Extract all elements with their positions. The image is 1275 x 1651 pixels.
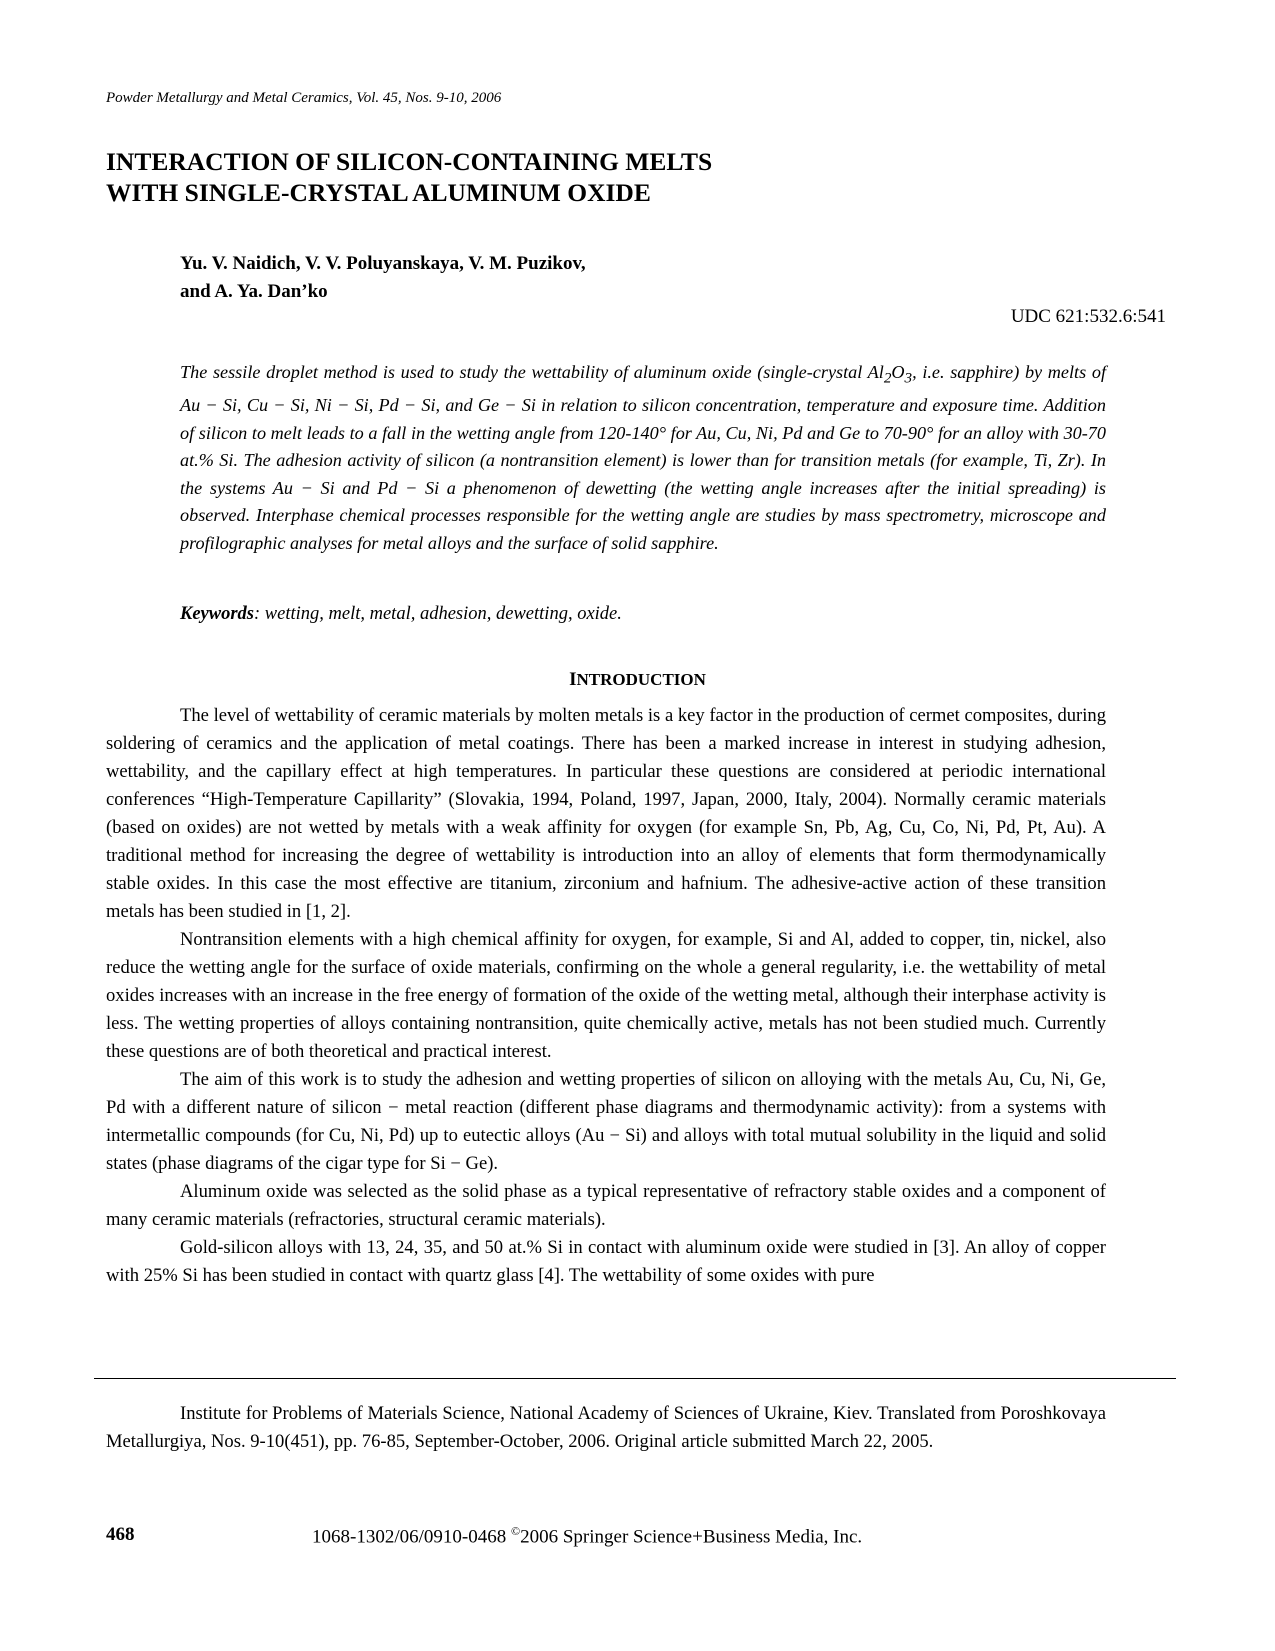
title-line-1: INTERACTION OF SILICON-CONTAINING MELTS (106, 147, 713, 176)
authors-line-2: and A. Ya. Dan’ko (180, 281, 328, 302)
author-list (180, 250, 880, 306)
issn-code: 1068-1302/06/0910-0468 (312, 1526, 511, 1548)
section-heading-introduction (0, 669, 1275, 691)
abstract-part-3: , i.e. sapphire) by melts of Au − Si, Cu − Si, Ni − Si, Pd − Si, and Ge − Si in relation to silicon concentration, temperature and exposure time. Addition of silicon to melt leads to a fall in the wetting angle from 120-140° for Au, Cu, Ni, Pd and Ge to 70-90° for an alloy with 30-70 at.% Si. The adhesion activity of silicon (a nontransition element) is lower than for transition metals (for example, Ti, Zr). In the systems Au − Si and Pd − Si a phenomenon of dewetting (the wetting angle increases after the initial spreading) is observed. Interphase chemical processes responsible for the wetting angle are studies by mass spectrometry, microscope and profilographic analyses for metal alloys and the surface of solid sapphire. (180, 362, 1106, 553)
abstract-part-2: O (891, 362, 905, 382)
section-heading-rest: NTRODUCTION (576, 670, 706, 689)
authors-line-1: Yu. V. Naidich, V. V. Poluyanskaya, V. M. Puzikov, (180, 253, 586, 274)
paragraph: The level of wettability of ceramic materials by molten metals is a key factor in the production of cermet composites, during soldering of ceramics and the application of metal coatings. There has been a marked increase in interest in studying adhesion, wettability, and the capillary effect at high temperatures. In particular these questions are considered at periodic international conferences “High-Temperature Capillarity” (Slovakia, 1994, Poland, 1997, Japan, 2000, Italy, 2004). Normally ceramic materials (based on oxides) are not wetted by metals with a weak affinity for oxygen (for example Sn, Pb, Ag, Cu, Co, Ni, Pd, Pt, Au). A traditional method for increasing the degree of wettability is introduction into an alloy of elements that form thermodynamically stable oxides. In this case the most effective are titanium, zirconium and hafnium. The adhesive-active action of these transition metals has been studied in [1, 2]. (106, 705, 1106, 922)
footnote-divider (94, 1378, 1176, 1379)
keywords (180, 604, 1106, 625)
keywords-label: Keywords (180, 604, 254, 624)
section-heading-initial: I (569, 669, 577, 690)
paragraph: Nontransition elements with a high chemical affinity for oxygen, for example, Si and Al, added to copper, tin, nickel, also reduce the wetting angle for the surface of oxide materials, confirming on the whole a general regularity, i.e. the wettability of metal oxides increases with an increase in the free energy of formation of the oxide of the wetting metal, although their interphase activity is less. The wetting properties of alloys containing nontransition, quite chemically active, metals has not been studied much. Currently these questions are of both theoretical and practical interest. (106, 929, 1106, 1062)
page-number: 468 (106, 1524, 135, 1545)
affiliation-footnote: Institute for Problems of Materials Science, National Academy of Sciences of Ukraine, Kiev. Translated from Poroshkovaya Metallurgiya, Nos. 9-10(451), pp. 76-85, September-October, 2006. Original article submitted March 22, 2005. (106, 1403, 1106, 1452)
paragraph: Gold-silicon alloys with 13, 24, 35, and 50 at.% Si in contact with aluminum oxide were studied in [3]. An alloy of copper with 25% Si has been studied in contact with quartz glass [4]. The wettability of some oxides with pure (106, 1237, 1106, 1286)
paragraph: Aluminum oxide was selected as the solid phase as a typical representative of refractory stable oxides and a component of many ceramic materials (refractories, structural ceramic materials). (106, 1181, 1106, 1230)
paragraph: The aim of this work is to study the adhesion and wetting properties of silicon on alloying with the metals Au, Cu, Ni, Ge, Pd with a different nature of silicon − metal reaction (different phase diagrams and thermodynamic activity): from a systems with intermetallic compounds (for Cu, Ni, Pd) up to eutectic alloys (Au − Si) and alloys with total mutual solubility in the liquid and solid states (phase diagrams of the cigar type for Si − Ge). (106, 1069, 1106, 1174)
abstract-part-1: The sessile droplet method is used to study the wettability of aluminum oxide (single-crystal Al (180, 362, 884, 382)
keywords-text: : wetting, melt, metal, adhesion, dewetting, oxide. (254, 604, 622, 624)
journal-citation: Powder Metallurgy and Metal Ceramics, Vol. 45, Nos. 9-10, 2006 (106, 90, 502, 106)
udc-code: UDC 621:532.6:541 (1010, 306, 1166, 327)
article-title (106, 146, 1106, 208)
copyright-symbol: © (510, 1524, 521, 1538)
abstract-subscript-2: 3 (904, 369, 913, 387)
abstract-subscript-1: 2 (883, 369, 892, 387)
publisher: 2006 Springer Science+Business Media, Inc. (520, 1526, 863, 1548)
title-line-2: WITH SINGLE-CRYSTAL ALUMINUM OXIDE (106, 178, 651, 207)
body-text (106, 702, 1106, 1290)
copyright-line (312, 1524, 862, 1548)
abstract (180, 359, 1106, 557)
